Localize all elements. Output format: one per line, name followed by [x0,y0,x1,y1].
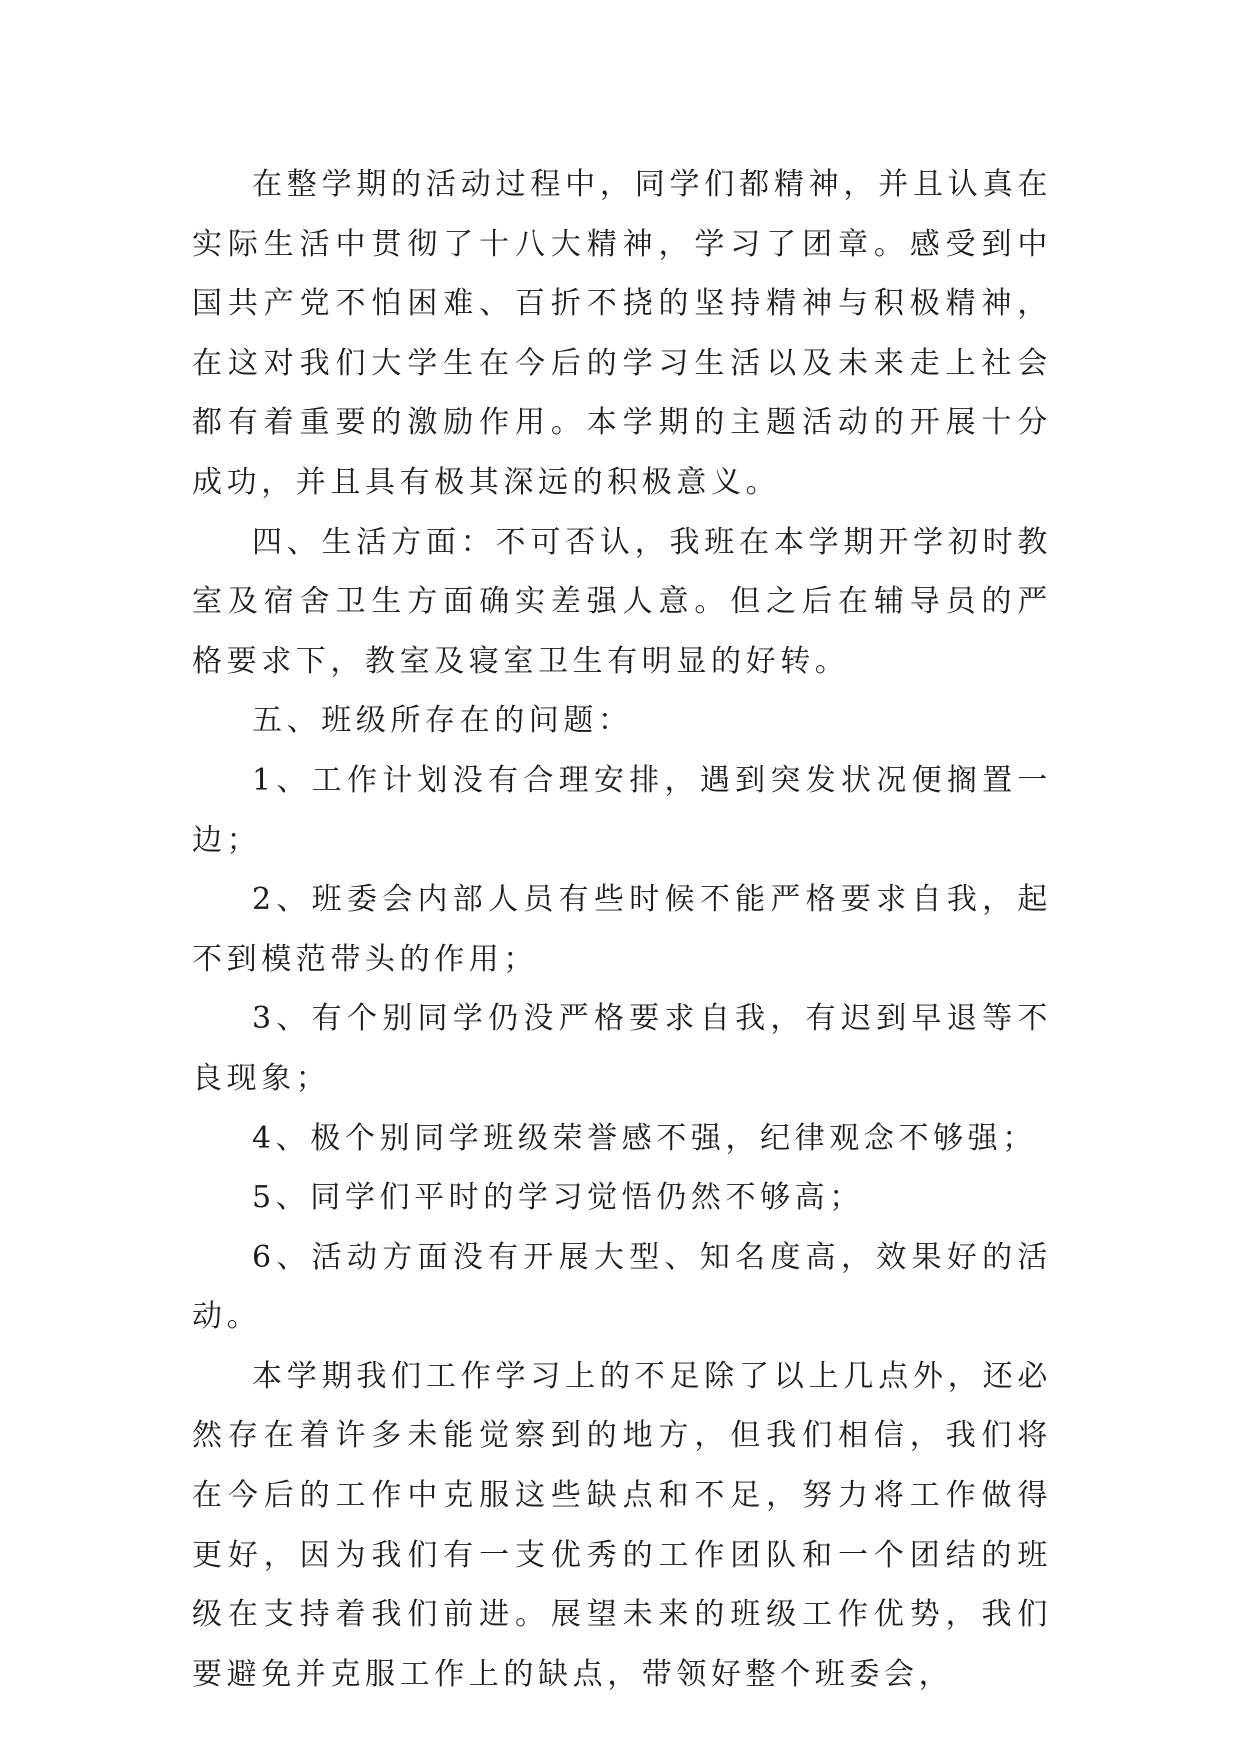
list-item-problem-5: 5、同学们平时的学习觉悟仍然不够高； [252,1180,864,1216]
list-item-problem-2: 2、班委会内部人员有些时候不能严格要求自我，起不到模范带头的作用； [192,882,1052,977]
list-item-problem-6: 6、活动方面没有开展大型、知名度高，效果好的活动。 [192,1239,1052,1335]
list-item-problem-1: 1、工作计划没有合理安排，遇到突发状况便搁置一边； [192,762,1052,858]
document-body [192,155,1052,1704]
list-item-problem-4: 4、极个别同学班级荣誉感不强，纪律观念不够强； [252,1120,1037,1156]
paragraph-conclusion: 本学期我们工作学习上的不足除了以上几点外，还必然存在着许多未能觉察到的地方，但我们相信，我们将在今后的工作中克服这些缺点和不足，努力将工作做得更好，因为我们有一支优秀的工作团队和一个团结的班级在支持着我们前进。展望未来的班级工作优势，我们要避免并克服工作上的缺点，带领好整个班委会， [192,1358,1052,1692]
list-item-problem-3: 3、有个别同学仍没严格要求自我，有迟到早退等不良现象； [192,1001,1052,1096]
paragraph-theme-activity: 在整学期的活动过程中，同学们都精神，并且认真在实际生活中贯彻了十八大精神，学习了团章。感受到中国共产党不怕困难、百折不挠的坚持精神与积极精神，在这对我们大学生在今后的学习生活以及未来走上社会都有着重要的激励作用。本学期的主题活动的开展十分成功，并且具有极其深远的积极意义。 [192,167,1052,500]
paragraph-living-aspect: 四、生活方面：不可否认，我班在本学期开学初时教室及宿舍卫生方面确实差强人意。但之后在辅导员的严格要求下，教室及寝室卫生有明显的好转。 [192,524,1052,679]
paragraph-problems-heading: 五、班级所存在的问题： [252,703,633,739]
